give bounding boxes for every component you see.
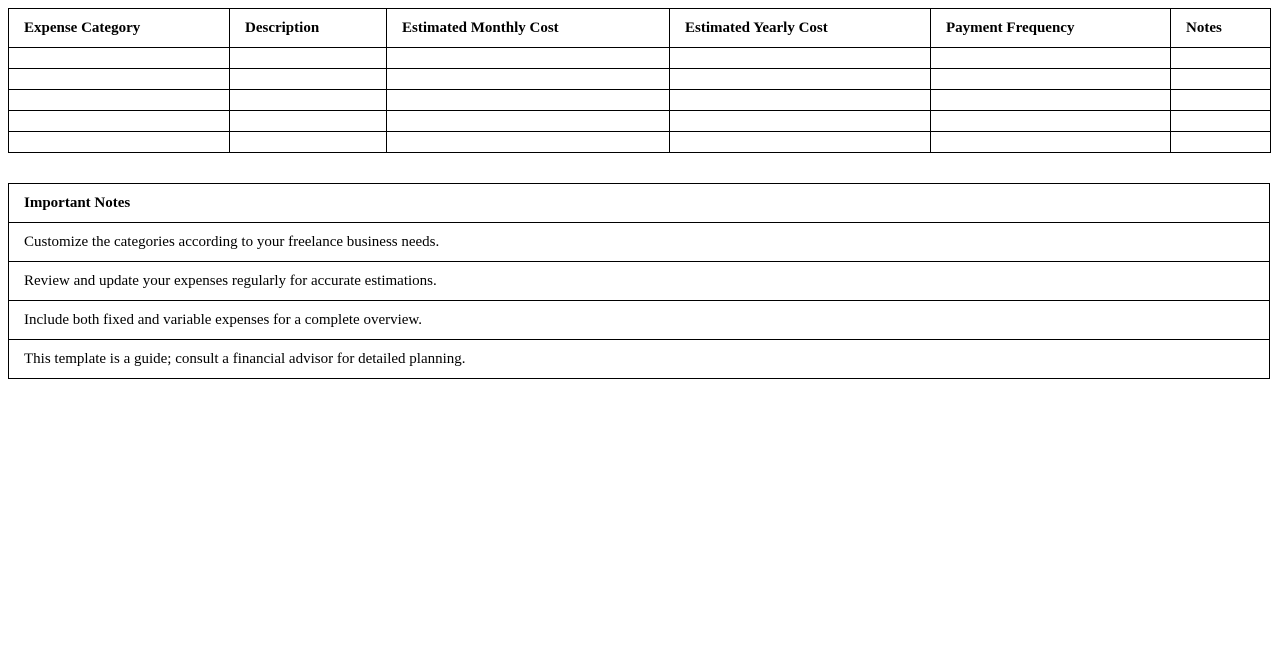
table-cell[interactable]	[931, 132, 1171, 153]
list-item	[9, 262, 1270, 301]
table-cell[interactable]	[931, 90, 1171, 111]
table-cell[interactable]	[670, 90, 931, 111]
note-text: Include both fixed and variable expenses for a complete overview.	[9, 301, 1270, 340]
notes-header: Important Notes	[9, 184, 1270, 223]
column-header-expense-category: Expense Category	[9, 9, 230, 48]
table-cell[interactable]	[1171, 48, 1271, 69]
list-item	[9, 301, 1270, 340]
table-row	[9, 69, 1271, 90]
list-item	[9, 223, 1270, 262]
table-cell[interactable]	[230, 132, 387, 153]
table-cell[interactable]	[670, 132, 931, 153]
important-notes-table	[8, 183, 1270, 379]
table-cell[interactable]	[9, 48, 230, 69]
column-header-payment-frequency: Payment Frequency	[931, 9, 1171, 48]
column-header-estimated-yearly-cost: Estimated Yearly Cost	[670, 9, 931, 48]
table-cell[interactable]	[387, 132, 670, 153]
notes-header-row	[9, 184, 1270, 223]
page-content	[8, 8, 1270, 379]
table-row	[9, 48, 1271, 69]
column-header-estimated-monthly-cost: Estimated Monthly Cost	[387, 9, 670, 48]
table-row	[9, 90, 1271, 111]
table-cell[interactable]	[670, 111, 931, 132]
table-cell[interactable]	[670, 48, 931, 69]
column-header-description: Description	[230, 9, 387, 48]
table-cell[interactable]	[230, 69, 387, 90]
table-cell[interactable]	[230, 48, 387, 69]
table-cell[interactable]	[1171, 90, 1271, 111]
note-text: Customize the categories according to your freelance business needs.	[9, 223, 1270, 262]
table-cell[interactable]	[931, 111, 1171, 132]
column-header-notes: Notes	[1171, 9, 1271, 48]
table-cell[interactable]	[387, 48, 670, 69]
table-row	[9, 132, 1271, 153]
table-cell[interactable]	[9, 132, 230, 153]
table-cell[interactable]	[931, 48, 1171, 69]
table-row	[9, 111, 1271, 132]
table-cell[interactable]	[387, 69, 670, 90]
table-cell[interactable]	[1171, 111, 1271, 132]
table-cell[interactable]	[9, 111, 230, 132]
note-text: Review and update your expenses regularly for accurate estimations.	[9, 262, 1270, 301]
expense-table-header-row	[9, 9, 1271, 48]
table-cell[interactable]	[670, 69, 931, 90]
expense-table	[8, 8, 1271, 153]
table-cell[interactable]	[9, 90, 230, 111]
table-cell[interactable]	[387, 111, 670, 132]
table-cell[interactable]	[1171, 69, 1271, 90]
table-cell[interactable]	[230, 90, 387, 111]
list-item	[9, 340, 1270, 379]
table-cell[interactable]	[931, 69, 1171, 90]
table-cell[interactable]	[1171, 132, 1271, 153]
note-text: This template is a guide; consult a financial advisor for detailed planning.	[9, 340, 1270, 379]
table-cell[interactable]	[9, 69, 230, 90]
table-cell[interactable]	[387, 90, 670, 111]
table-cell[interactable]	[230, 111, 387, 132]
